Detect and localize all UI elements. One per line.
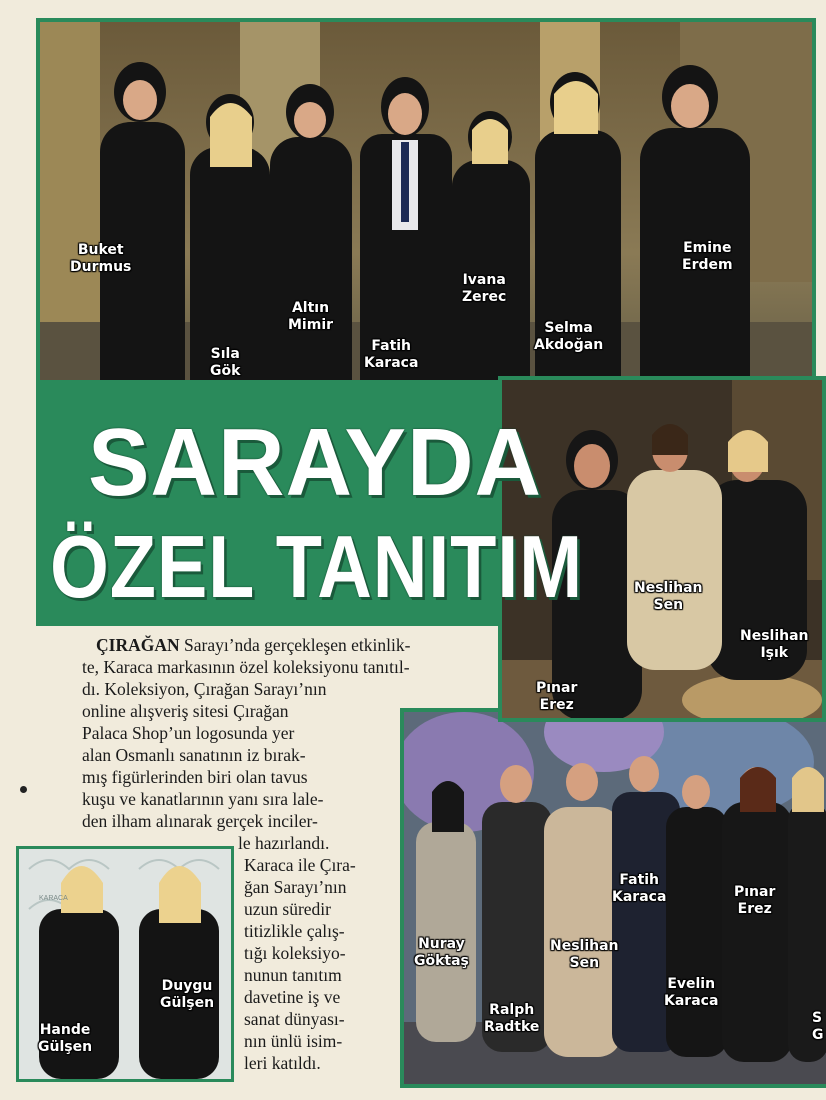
article-line-6: alan Osmanlı sanatının iz bırak- (82, 745, 306, 765)
caption-neslihan-sen: Neslihan Sen (634, 580, 703, 613)
article-line-16: nunun tanıtım (244, 965, 342, 985)
article-line-14: titizlikle çalış- (244, 921, 345, 941)
article-line-13: uzun süredir (244, 899, 331, 919)
article-line-9: den ilham alınarak gerçek inciler- (82, 811, 318, 831)
caption-neslihan-sen-bottom: Neslihan Sen (550, 938, 619, 971)
article-line-5: Palaca Shop’un logosunda yer (82, 723, 295, 743)
caption-pinar-erez-bottom: Pınar Erez (734, 884, 776, 917)
article-line-10: le hazırlandı. (238, 833, 330, 853)
caption-pinar-erez: Pınar Erez (536, 680, 578, 713)
article-line-15: tığı koleksiyo- (244, 943, 346, 963)
caption-nuray-goktas: Nuray Göktaş (414, 936, 469, 969)
caption-ralph-radtke: Ralph Radtke (484, 1002, 540, 1035)
article-line-1 (96, 634, 410, 656)
article-line-18: sanat dünyası- (244, 1009, 345, 1029)
article-body (82, 634, 502, 1094)
caption-altin-mimir: Altın Mimir (288, 300, 334, 333)
article-line-11: Karaca ile Çıra- (244, 855, 356, 875)
article-line-17: davetine iş ve (244, 987, 341, 1007)
article-line-2: te, Karaca markasının özel koleksiyonu tanıtıl- (82, 657, 410, 677)
caption-hande-gulsen: Hande Gülşen (38, 1022, 93, 1055)
article-line-20: leri katıldı. (244, 1053, 321, 1073)
caption-buket-durmus: Buket Durmus (70, 242, 132, 275)
article-line-7: mış figürlerinden biri olan tavus (82, 767, 308, 787)
caption-selma-akdogan: Selma Akdoğan (534, 320, 604, 353)
article-line-1-text: Sarayı’nda gerçekleşen etkinlik- (179, 635, 411, 655)
margin-bullet (20, 786, 27, 793)
caption-cut-off: S G (812, 1010, 824, 1043)
caption-neslihan-isik: Neslihan Işık (740, 628, 809, 661)
article-line-12: ğan Sarayı’nın (244, 877, 347, 897)
caption-fatih-karaca: Fatih Karaca (364, 338, 419, 371)
caption-duygu-gulsen: Duygu Gülşen (160, 978, 215, 1011)
article-line-8: kuşu ve kanatlarının yanı sıra lale- (82, 789, 324, 809)
caption-sila-gok: Sıla Gök (210, 346, 241, 379)
karaca-backdrop-logo: KARACA (39, 895, 68, 902)
headline-line-2: ÖZEL TANITIM (50, 517, 584, 616)
headline-line-1: SARAYDA (88, 409, 542, 516)
article-line-3: dı. Koleksiyon, Çırağan Sarayı’nın (82, 679, 327, 699)
article-line-19: nın ünlü isim- (244, 1031, 343, 1051)
caption-ivana-zerec: Ivana Zerec (462, 272, 507, 305)
caption-emine-erdem: Emine Erdem (682, 240, 733, 273)
article-dropcap: ÇIRAĞAN (96, 635, 180, 655)
article-line-4: online alışveriş sitesi Çırağan (82, 701, 289, 721)
caption-fatih-karaca-bottom: Fatih Karaca (612, 872, 667, 905)
caption-evelin-karaca: Evelin Karaca (664, 976, 719, 1009)
